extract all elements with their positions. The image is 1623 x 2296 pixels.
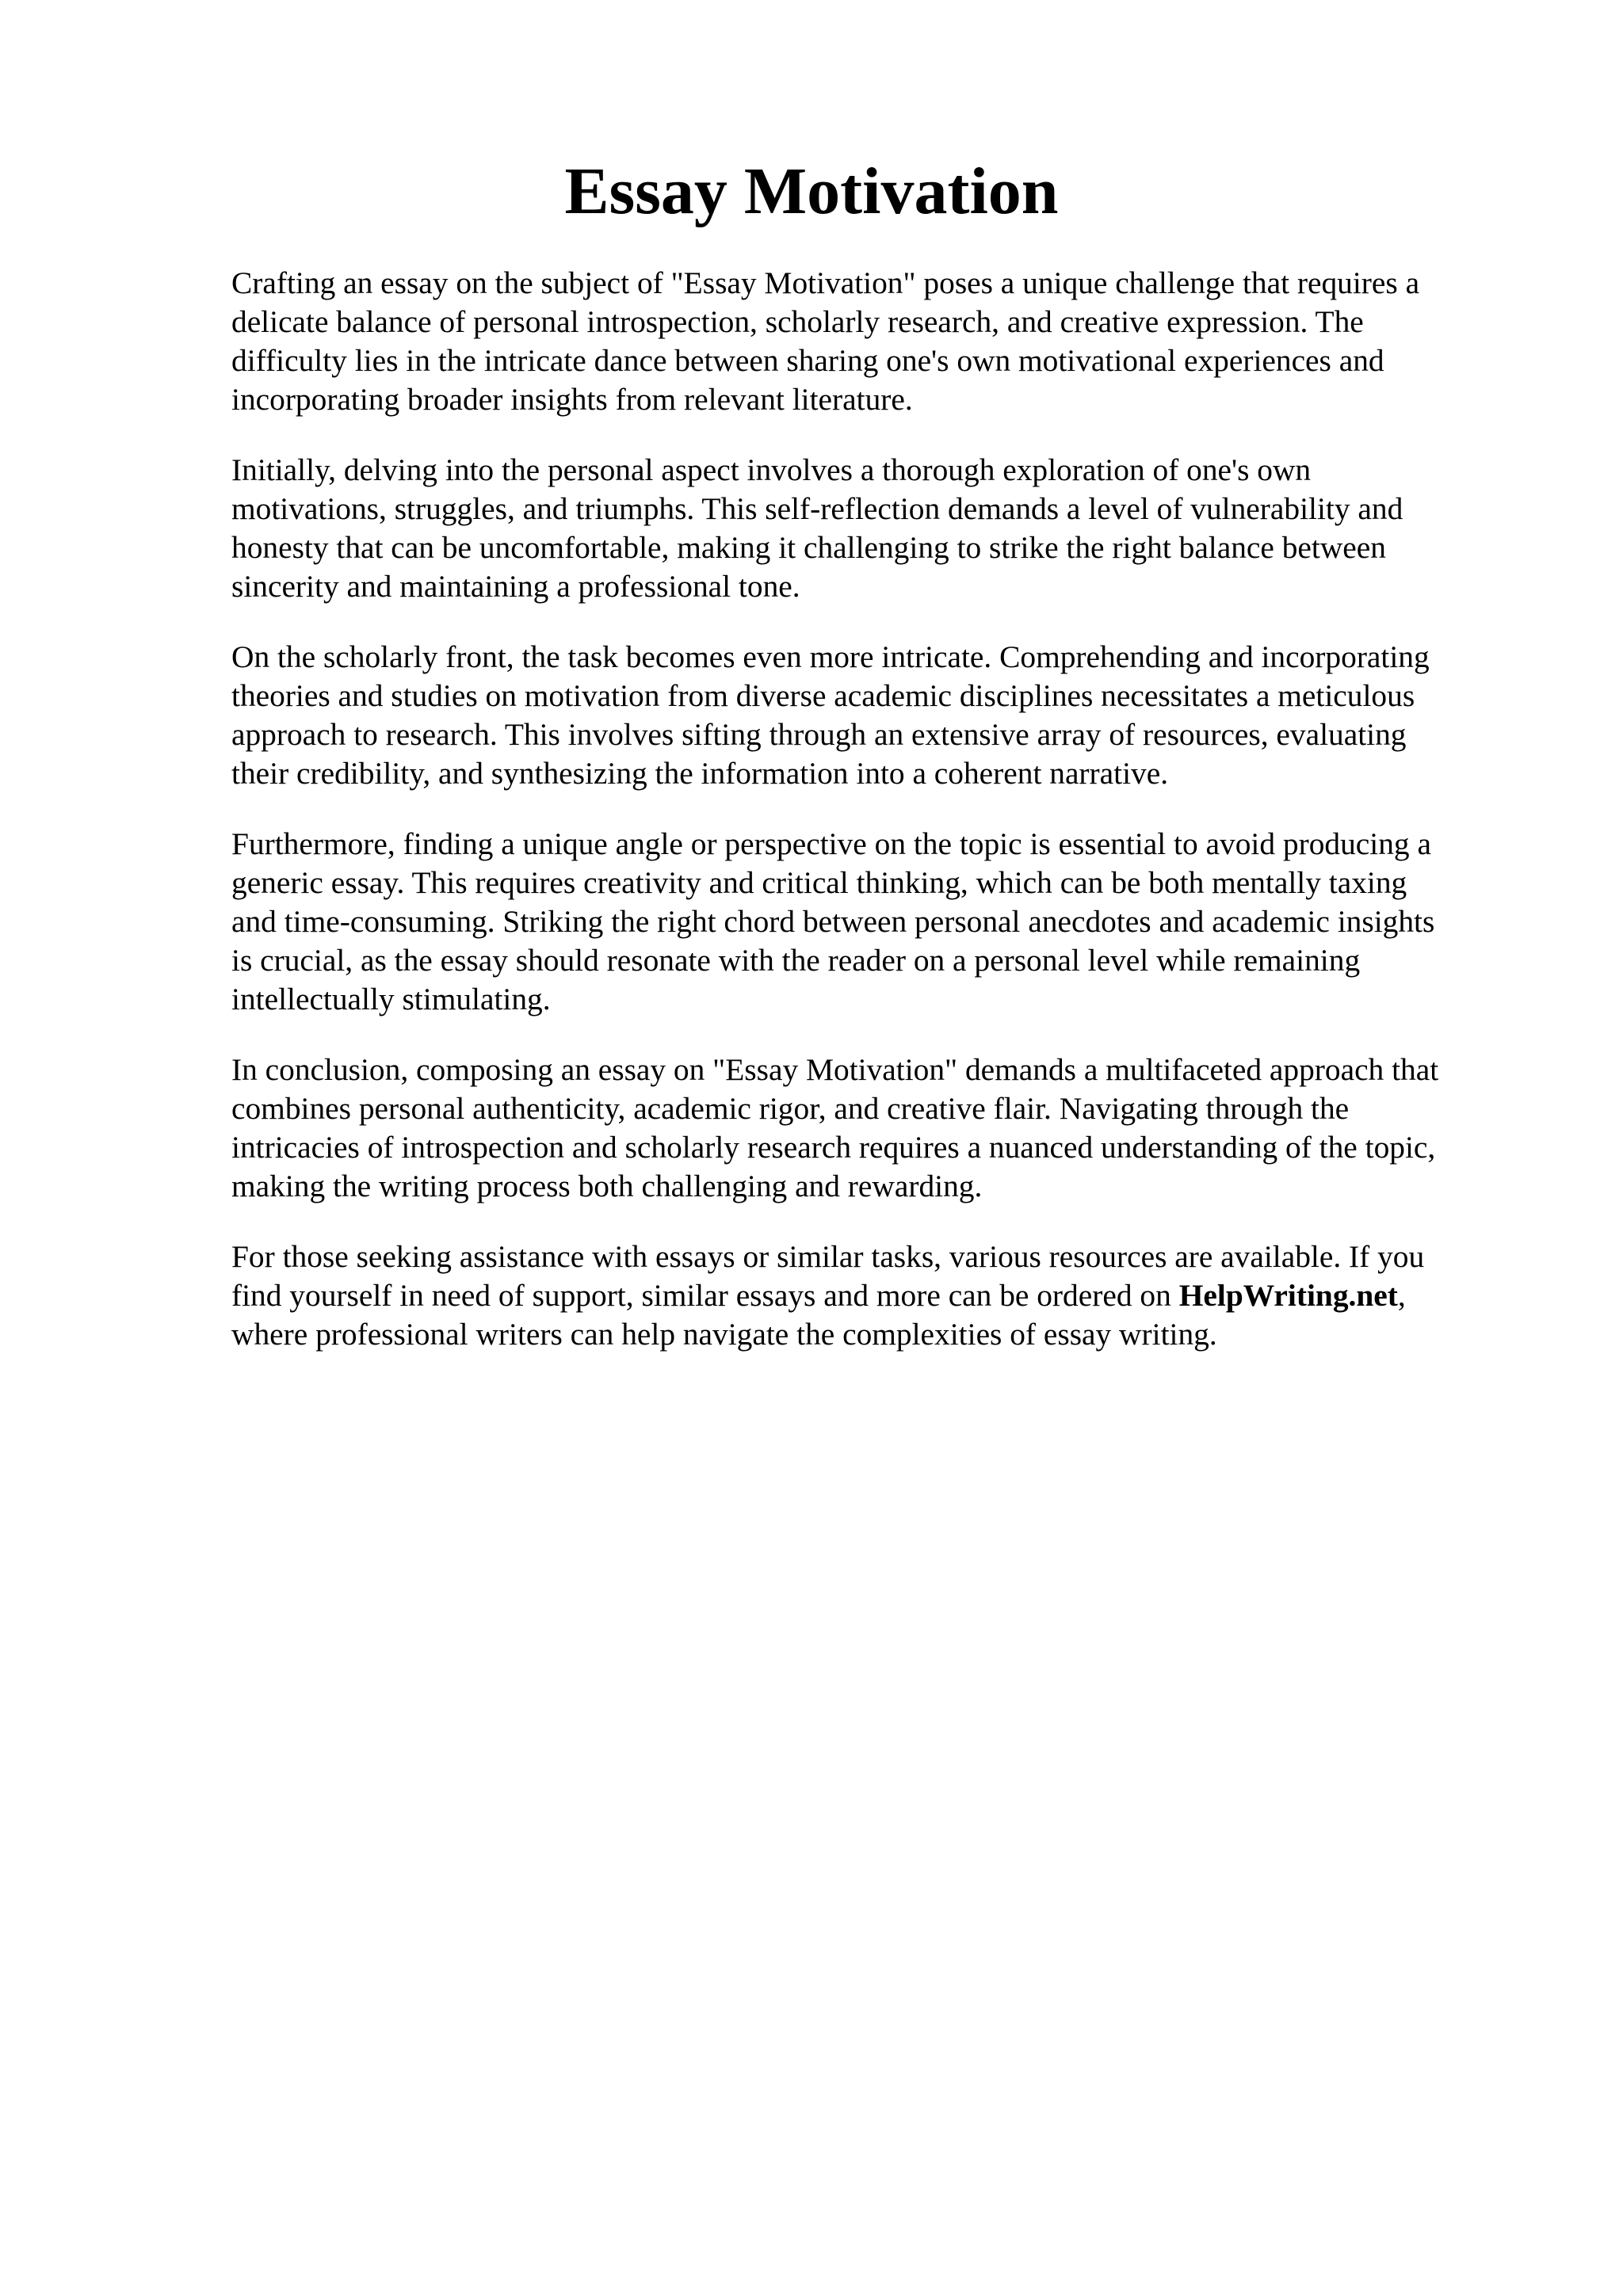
closing-line-suffix: , xyxy=(1397,1278,1406,1313)
paragraph-2 xyxy=(231,451,1531,606)
paragraph-line: difficulty lies in the intricate dance between sharing one's own motivational experiences and xyxy=(231,343,1384,378)
closing-paragraph xyxy=(231,1238,1531,1354)
paragraph-line: On the scholarly front, the task becomes even more intricate. Comprehending and incorporating xyxy=(231,639,1430,674)
paragraph-line: and time-consuming. Striking the right chord between personal anecdotes and academic insights xyxy=(231,904,1435,939)
paragraph-line: Initially, delving into the personal aspect involves a thorough exploration of one's own xyxy=(231,452,1312,487)
closing-line-prefix: find yourself in need of support, similar essays and more can be ordered on xyxy=(231,1278,1171,1313)
paragraph-line: approach to research. This involves sifting through an extensive array of resources, evaluating xyxy=(231,717,1407,752)
paragraph-line: Crafting an essay on the subject of "Essay Motivation" poses a unique challenge that requires a xyxy=(231,265,1420,300)
paragraph-line: where professional writers can help navigate the complexities of essay writing. xyxy=(231,1317,1217,1352)
paragraph-line: generic essay. This requires creativity and critical thinking, which can be both mentally taxing xyxy=(231,865,1407,900)
paragraph-line: incorporating broader insights from relevant literature. xyxy=(231,382,913,417)
paragraph-line: motivations, struggles, and triumphs. This self-reflection demands a level of vulnerability and xyxy=(231,491,1403,526)
paragraph-3 xyxy=(231,638,1531,793)
paragraph-line: their credibility, and synthesizing the information into a coherent narrative. xyxy=(231,756,1169,791)
paragraph-line: intricacies of introspection and scholarly research requires a nuanced understanding of the topic, xyxy=(231,1130,1436,1165)
document-title: Essay Motivation xyxy=(564,154,1059,228)
helpwriting-brand-link[interactable]: HelpWriting.net xyxy=(1178,1278,1398,1313)
paragraph-line: delicate balance of personal introspection, scholarly research, and creative expression. The xyxy=(231,304,1364,339)
document-body xyxy=(231,264,1531,1386)
paragraph-line xyxy=(231,1276,1531,1315)
paragraph-line: combines personal authenticity, academic rigor, and creative flair. Navigating through the xyxy=(231,1091,1350,1126)
paragraph-line: is crucial, as the essay should resonate with the reader on a personal level while remaining xyxy=(231,943,1361,978)
paragraph-line: honesty that can be uncomfortable, making it challenging to strike the right balance between xyxy=(231,530,1386,565)
paragraph-line: For those seeking assistance with essays or similar tasks, various resources are available. If you xyxy=(231,1239,1425,1274)
paragraph-line: theories and studies on motivation from diverse academic disciplines necessitates a meticulous xyxy=(231,678,1415,713)
paragraph-line: intellectually stimulating. xyxy=(231,982,551,1016)
paragraph-1 xyxy=(231,264,1531,419)
paragraph-line: Furthermore, finding a unique angle or perspective on the topic is essential to avoid producing a xyxy=(231,826,1431,861)
paragraph-line: In conclusion, composing an essay on "Essay Motivation" demands a multifaceted approach that xyxy=(231,1052,1439,1087)
paragraph-5 xyxy=(231,1051,1531,1206)
paragraph-4 xyxy=(231,825,1531,1019)
paragraph-line: making the writing process both challenging and rewarding. xyxy=(231,1169,983,1203)
paragraph-line: sincerity and maintaining a professional tone. xyxy=(231,569,800,604)
